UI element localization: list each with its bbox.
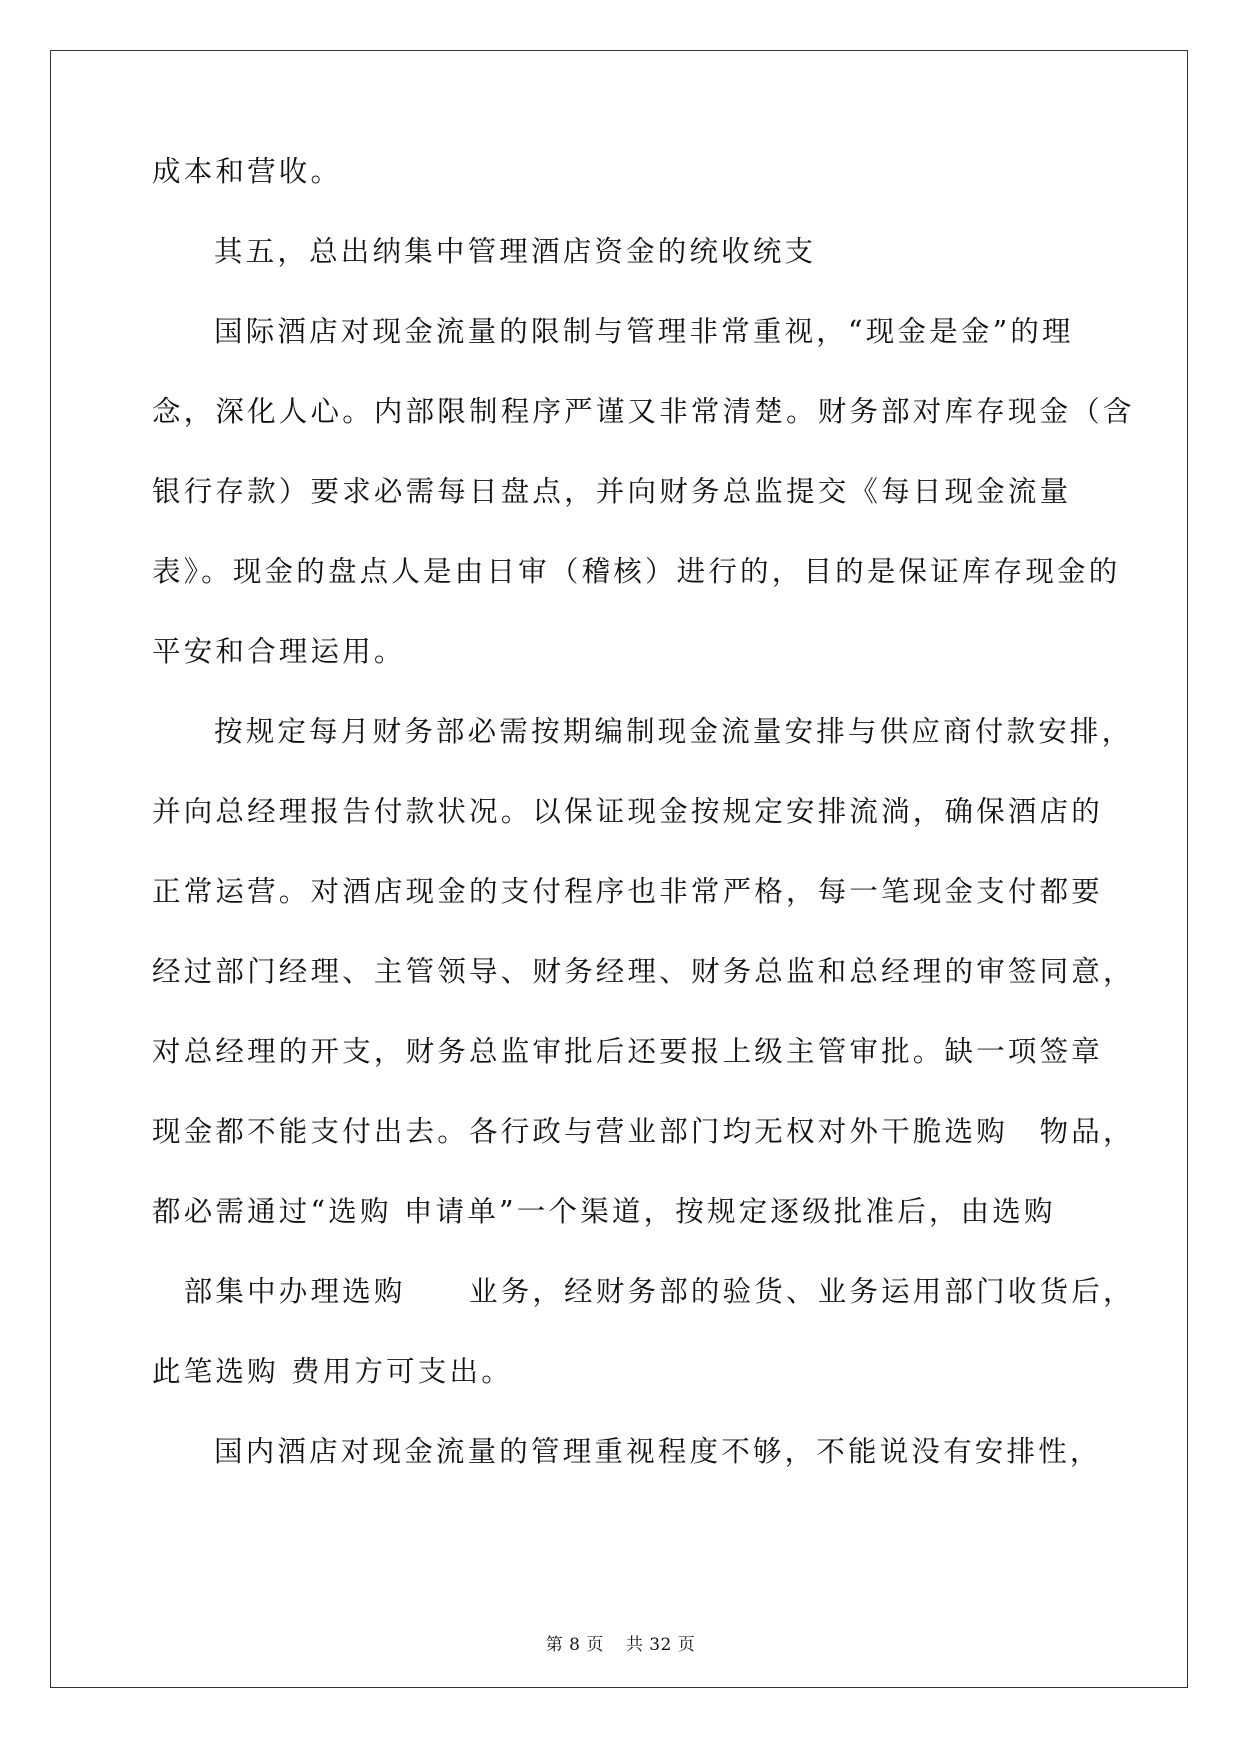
paragraph-2-line-9: 此笔选购 费用方可支出。 xyxy=(152,1355,513,1388)
page-number: 第 8 页 xyxy=(545,1635,604,1655)
paragraph-1-line-4: 表》。现金的盘点人是由日审（稽核）进行的，目的是保证库存现金的 xyxy=(152,555,1121,588)
paragraph-2-line-8: 部集中办理选购 业务，经财务部的验货、业务运用部门收货后， xyxy=(152,1275,1135,1308)
paragraph-1-line-3: 银行存款）要求必需每日盘点，并向财务总监提交《每日现金流量 xyxy=(152,475,1072,508)
paragraph-2-line-5: 对总经理的开支，财务总监审批后还要报上级主管审批。缺一项签章 xyxy=(152,1035,1104,1068)
paragraph-2-line-4: 经过部门经理、主管领导、财务经理、财务总监和总经理的审签同意， xyxy=(152,955,1135,988)
section-heading: 其五，总出纳集中管理酒店资金的统收统支 xyxy=(214,235,817,268)
paragraph-2-line-2: 并向总经理报告付款状况。以保证现金按规定安排流淌，确保酒店的 xyxy=(152,795,1104,828)
paragraph-2-line-7: 都必需通过“选购 申请单”一个渠道，按规定逐级批准后，由选购 xyxy=(152,1195,1056,1228)
paragraph-1-line-2: 念，深化人心。内部限制程序严谨又非常清楚。财务部对库存现金（含 xyxy=(152,395,1135,428)
paragraph-2-line-1: 按规定每月财务部必需按期编制现金流量安排与供应商付款安排， xyxy=(214,715,1134,748)
paragraph-2-line-6: 现金都不能支付出去。各行政与营业部门均无权对外干脆选购 物品， xyxy=(152,1115,1135,1148)
paragraph-1-line-1: 国际酒店对现金流量的限制与管理非常重视，“现金是金”的理 xyxy=(214,315,1074,348)
paragraph-1-line-5: 平安和合理运用。 xyxy=(152,635,406,668)
page-footer xyxy=(0,1630,1241,1655)
body-line-1: 成本和营收。 xyxy=(152,155,343,188)
page-total: 共 32 页 xyxy=(625,1635,696,1655)
paragraph-3-line-1: 国内酒店对现金流量的管理重视程度不够，不能说没有安排性， xyxy=(214,1435,1102,1468)
paragraph-2-line-3: 正常运营。对酒店现金的支付程序也非常严格，每一笔现金支付都要 xyxy=(152,875,1104,908)
